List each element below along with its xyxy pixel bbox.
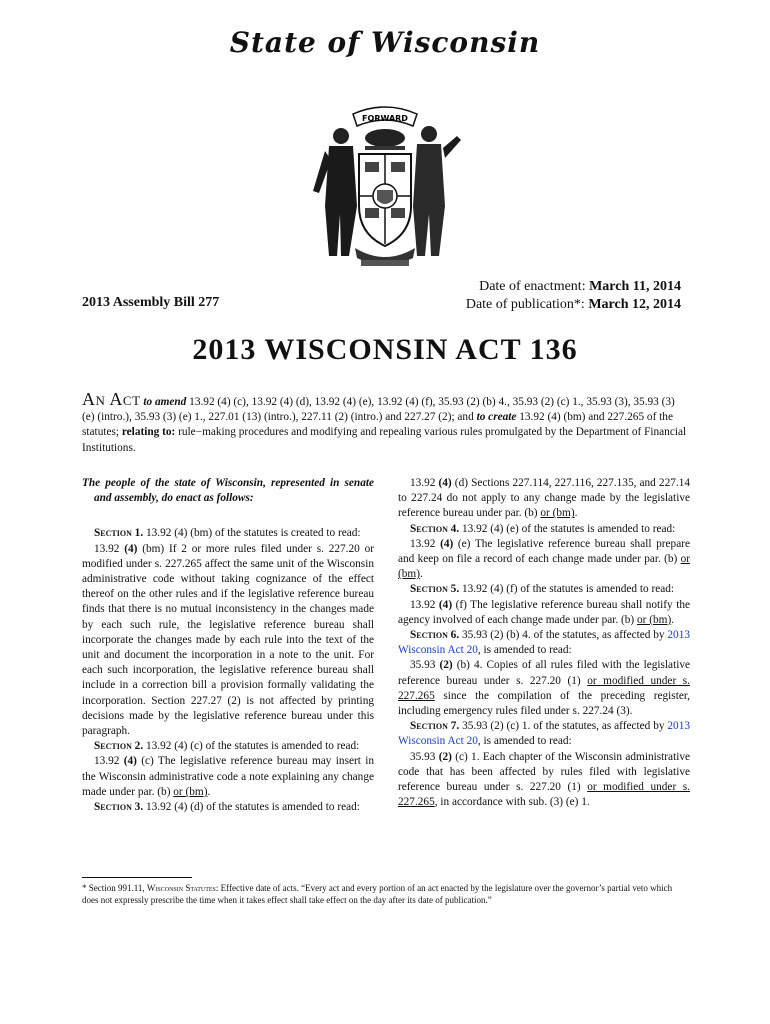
create-text: 13.92 (4) (bm) and 227.265 of the statutes; bbox=[82, 411, 673, 439]
section-1-label: Section 1. bbox=[94, 527, 144, 540]
state-seal-emblem bbox=[295, 96, 475, 276]
act-title: 2013 WISCONSIN ACT 136 bbox=[192, 333, 578, 366]
section-2-heading: Section 2. 13.92 (4) (c) of the statutes is amended to read: bbox=[94, 740, 360, 753]
enactment-value: March 11, 2014 bbox=[589, 279, 681, 294]
inserted-text: or (bm) bbox=[398, 553, 690, 581]
section-2-body: 13.92 (4) (c) The legislative reference bureau may insert in the Wisconsin administrative code a note explaining any change made under par. (b) or (bm). bbox=[82, 755, 375, 798]
amend-word: to amend bbox=[143, 396, 187, 408]
relating-word: relating to: bbox=[121, 426, 176, 439]
section-4-body: 13.92 (4) (e) The legislative reference bureau shall prepare and keep on file a record of each change made under par. (b) or (bm). bbox=[398, 537, 690, 581]
section-4-heading: Section 4. 13.92 (4) (e) of the statutes is amended to read: bbox=[410, 522, 676, 535]
section-5-label: Section 5. bbox=[410, 583, 460, 596]
inserted-text: or (bm) bbox=[540, 507, 575, 520]
an-act-lead: An Act bbox=[82, 389, 141, 409]
section-6-body: 35.93 (2) (b) 4. Copies of all rules filed with the legislative reference bureau under s. 227.20 (1) or modified under s. 227.265 since the compilation of the preceding register, including emergency rules filed under s. 227.24 (3). bbox=[398, 659, 691, 718]
inserted-text: or modified under s. 227.265 bbox=[398, 781, 690, 809]
enactment-label: Date of enactment: bbox=[479, 279, 586, 294]
publication-date-row bbox=[466, 296, 681, 314]
footnote: * Section 991.11, Wisconsin Statutes: Effective date of acts. “Every act and every portion of an act enacted by the legislature over the governor’s partial veto which does not expressly prescribe the time when it takes effect shall take effect on the day after its date of publication.” bbox=[82, 883, 673, 905]
amend-text: 13.92 (4) (c), 13.92 (4) (d), 13.92 (4) (e), 13.92 (4) (f), 35.93 (2) (b) 4., 35.93 (2) (c) 1., 35.93 (3), 35.93 (3) (e) (intro.), 35.93 (3) (e) 1., 227.01 (13) (intro.), 227.11 (2) (intro.) and 227.27 (2); and bbox=[82, 396, 675, 424]
inserted-text: or modified under s. 227.265 bbox=[398, 674, 690, 702]
masthead-title: State of Wisconsin bbox=[229, 26, 541, 59]
section-7-body: 35.93 (2) (c) 1. Each chapter of the Wisconsin administrative code that has been affected by rules filed with legislative reference bureau under s. 227.20 (1) or modified under s. 227.265, in accordance with sub. (3) (e) 1. bbox=[398, 750, 691, 809]
left-column bbox=[82, 476, 374, 815]
publication-value: March 12, 2014 bbox=[588, 297, 681, 312]
publication-label: Date of publication*: bbox=[465, 297, 585, 312]
inserted-text: or (bm) bbox=[173, 785, 208, 798]
dates-block bbox=[466, 278, 681, 314]
right-column bbox=[398, 476, 690, 810]
section-3-body: 13.92 (4) (d) Sections 227.114, 227.116, 227.135, and 227.14 to 227.24 do not apply to any change made by the legislative reference bureau under par. (b) or (bm). bbox=[398, 477, 690, 520]
act-intro bbox=[82, 389, 690, 456]
section-3-heading: Section 3. 13.92 (4) (d) of the statutes is amended to read: bbox=[94, 801, 360, 814]
relating-text: rule−making procedures and modifying and repealing various rules promulgated by the Department of Financial Institutions. bbox=[82, 426, 687, 454]
enacting-clause: The people of the state of Wisconsin, represented in senate and assembly, do enact as follows: bbox=[82, 477, 374, 505]
section-5-body: 13.92 (4) (f) The legislative reference bureau shall notify the agency involved of each change made under par. (b) or (bm). bbox=[398, 598, 690, 626]
section-4-label: Section 4. bbox=[410, 522, 460, 535]
section-6-label: Section 6. bbox=[410, 629, 460, 642]
act-20-link[interactable]: 2013 Wisconsin Act 20 bbox=[398, 629, 690, 657]
act-20-link[interactable]: 2013 Wisconsin Act 20 bbox=[398, 720, 690, 748]
inserted-text: or (bm) bbox=[637, 613, 672, 626]
create-word: to create bbox=[476, 411, 517, 424]
section-1-heading: Section 1. 13.92 (4) (bm) of the statutes is created to read: bbox=[94, 527, 361, 540]
section-2-label: Section 2. bbox=[94, 740, 144, 753]
section-7-label: Section 7. bbox=[410, 720, 460, 733]
section-5-heading: Section 5. 13.92 (4) (f) of the statutes is amended to read: bbox=[410, 583, 675, 596]
footnote-statutes: Wisconsin Statutes bbox=[146, 883, 216, 893]
footnote-divider bbox=[82, 877, 192, 878]
bill-number: 2013 Assembly Bill 277 bbox=[82, 295, 220, 310]
enactment-date-row bbox=[466, 278, 681, 296]
seal-motto: FORWARD bbox=[362, 114, 408, 123]
section-7-heading: Section 7. 35.93 (2) (c) 1. of the statutes, as affected by 2013 Wisconsin Act 20, is amended to read: bbox=[398, 720, 690, 748]
section-3-label: Section 3. bbox=[94, 801, 144, 814]
section-6-heading: Section 6. 35.93 (2) (b) 4. of the statutes, as affected by 2013 Wisconsin Act 20, is amended to read: bbox=[398, 629, 690, 657]
section-1-body: 13.92 (4) (bm) If 2 or more rules filed under s. 227.20 or modified under s. 227.265 affect the same unit of the Wisconsin administrative code without taking cognizance of the effect thereof on the other rules and if the legislative reference bureau finds that there is no mutual inconsistency in the changes made by each such rule, the legislative reference bureau shall incorporate the changes made by each rule into the text of the unit and document the incorporation in a note to the unit. For each such incorporation, the legislative reference bureau shall include in a correction bill a provision formally validating the incorporation. Section 227.27 (2) is not affected by printing decisions made by the legislative reference bureau under this paragraph. bbox=[82, 542, 375, 738]
